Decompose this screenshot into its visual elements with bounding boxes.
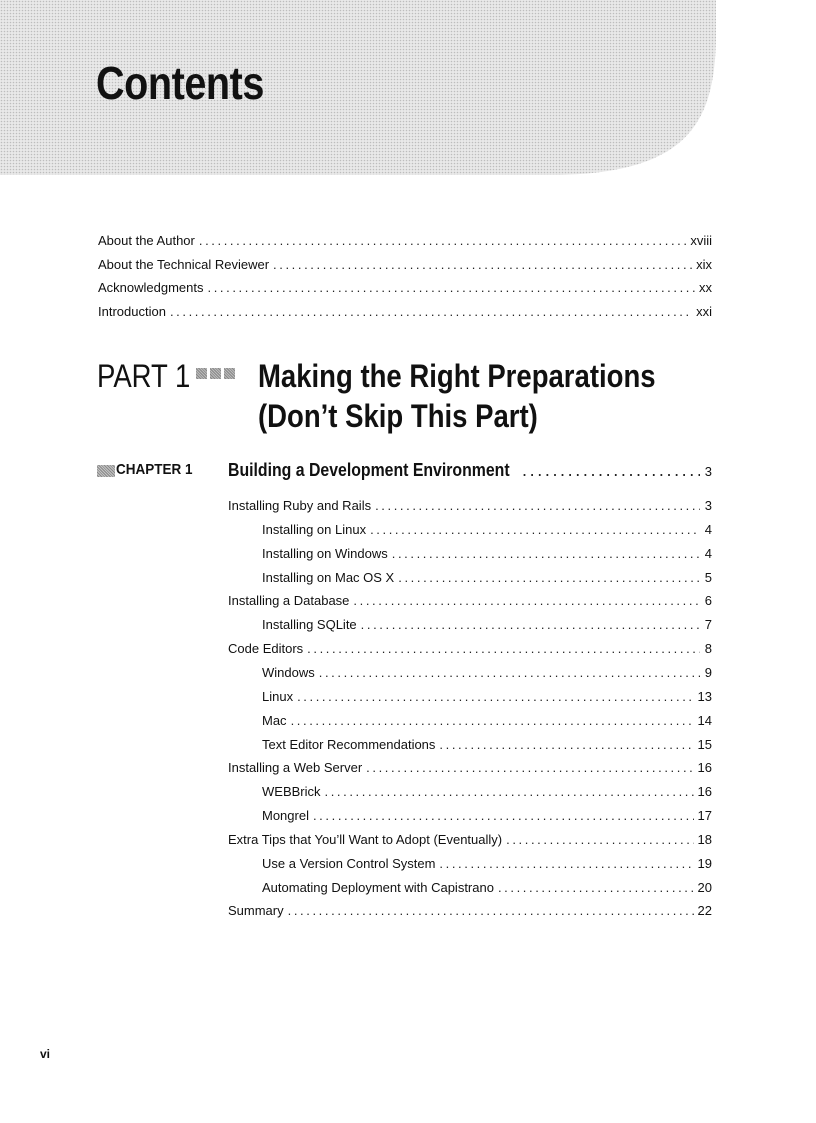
toc-entry-label: Installing on Mac OS X [262, 569, 395, 585]
toc-entry-label: About the Technical Reviewer [98, 256, 270, 272]
part-title-line-1: Making the Right Preparations [258, 358, 656, 394]
toc-entry-page-number: 16 [697, 760, 712, 776]
toc-entry-label: Code Editors [228, 641, 304, 657]
toc-entry-page-number: 19 [697, 855, 712, 871]
toc-entry-label: Installing on Linux [262, 521, 367, 537]
dot-leader [208, 280, 696, 296]
dot-leader [522, 459, 700, 481]
chapter-label: CHAPTER 1 [116, 461, 193, 478]
chapter-title: Building a Development Environment [228, 460, 510, 480]
toc-entry-label: Installing Ruby and Rails [228, 498, 372, 513]
toc-entry-label: Mac [262, 712, 287, 728]
toc-entry-page-number: xx [699, 280, 712, 295]
dot-leader [288, 903, 694, 919]
dot-leader [325, 784, 694, 800]
toc-entry-label: Use a Version Control System [262, 855, 436, 871]
chapter-entry[interactable] [228, 459, 712, 483]
folio: vi [40, 1047, 51, 1061]
toc-entry[interactable] [98, 233, 712, 249]
toc-entry[interactable] [228, 498, 712, 514]
dot-leader [273, 257, 692, 273]
part-title-line-2: (Don’t Skip This Part) [258, 398, 538, 434]
toc-entry-page-number: 9 [704, 664, 712, 680]
toc-entry-page-number: 6 [704, 593, 712, 609]
toc-entry-page-number: 17 [697, 808, 712, 824]
toc-entry-page-number: 4 [704, 521, 712, 537]
dot-leader [439, 737, 693, 753]
toc-entry[interactable] [98, 257, 712, 273]
toc-entry-label: Automating Deployment with Capistrano [262, 879, 494, 895]
toc-entry[interactable] [228, 832, 712, 848]
dot-leader [353, 593, 700, 609]
dot-leader [370, 522, 700, 538]
toc-entry[interactable] [262, 808, 712, 824]
toc-entry[interactable] [262, 689, 712, 705]
toc-entry[interactable] [262, 570, 712, 586]
toc-entry-label: Mongrel [262, 808, 309, 824]
toc-entry-label: Introduction [98, 303, 166, 319]
dot-leader [297, 689, 693, 705]
dot-leader [170, 304, 692, 320]
toc-entry-page-number: 22 [697, 903, 712, 919]
toc-entry-label: Installing a Web Server [228, 760, 363, 776]
toc-entry-page-number: xxi [696, 303, 712, 319]
toc-entry[interactable] [262, 856, 712, 872]
dot-leader [375, 498, 700, 514]
marker-square [196, 368, 207, 379]
dot-leader [199, 233, 686, 249]
dot-leader [361, 617, 700, 633]
marker-square [210, 368, 221, 379]
toc-entry[interactable] [228, 903, 712, 919]
dot-leader [319, 665, 700, 681]
toc-entry-label: About the Author [98, 233, 195, 248]
toc-entry-page-number: 3 [704, 498, 712, 513]
dot-leader [366, 760, 693, 776]
toc-entry-label: Installing a Database [228, 593, 350, 609]
toc-entry[interactable] [262, 880, 712, 896]
dot-leader [307, 641, 700, 657]
toc-entry-page-number: xviii [690, 233, 712, 248]
dot-leader [313, 808, 694, 824]
toc-entry-label: Extra Tips that You’ll Want to Adopt (Eventually) [228, 831, 503, 847]
dot-leader [498, 880, 694, 896]
dot-leader [392, 546, 700, 562]
dot-leader [506, 832, 693, 848]
toc-entry[interactable] [262, 665, 712, 681]
toc-entry[interactable] [98, 280, 712, 296]
toc-entry-page-number: xix [696, 256, 712, 272]
toc-entry-page-number: 15 [697, 736, 712, 752]
toc-entry-label: Windows [262, 664, 315, 680]
dot-leader [291, 713, 694, 729]
marker-square [224, 368, 235, 379]
chapter-marker [97, 465, 115, 477]
dot-leader [398, 570, 700, 586]
toc-entry[interactable] [228, 593, 712, 609]
toc-entry[interactable] [262, 546, 712, 562]
part-marker [196, 368, 235, 379]
toc-entry[interactable] [262, 617, 712, 633]
toc-entry-page-number: 8 [704, 641, 712, 657]
toc-entry-page-number: 5 [704, 569, 712, 585]
part-title [258, 356, 656, 436]
toc-entry-page-number: 4 [704, 545, 712, 561]
page-title: Contents [96, 57, 264, 109]
toc-entry-page-number: 7 [704, 617, 712, 633]
toc-entry-page-number: 16 [697, 784, 712, 800]
toc-entry-page-number: 14 [697, 712, 712, 728]
toc-entry[interactable] [262, 784, 712, 800]
toc-entry-page-number: 18 [697, 831, 712, 847]
toc-entry-label: Installing SQLite [262, 617, 357, 633]
toc-entry[interactable] [262, 713, 712, 729]
toc-entry-page-number: 20 [697, 879, 712, 895]
toc-entry[interactable] [228, 641, 712, 657]
toc-entry-label: Summary [228, 903, 284, 919]
toc-entry-label: Installing on Windows [262, 545, 388, 561]
toc-entry[interactable] [98, 304, 712, 320]
toc-entry-label: Acknowledgments [98, 280, 204, 295]
toc-entry[interactable] [262, 522, 712, 538]
toc-entry[interactable] [262, 737, 712, 753]
chapter-page-number: 3 [704, 464, 712, 479]
toc-entry-label: Linux [262, 688, 294, 704]
dot-leader [439, 856, 693, 872]
toc-entry[interactable] [228, 760, 712, 776]
toc-entry-page-number: 13 [697, 688, 712, 704]
toc-entry-label: WEBBrick [262, 784, 321, 800]
part-label: PART 1 [97, 358, 191, 394]
toc-entry-label: Text Editor Recommendations [262, 736, 436, 752]
